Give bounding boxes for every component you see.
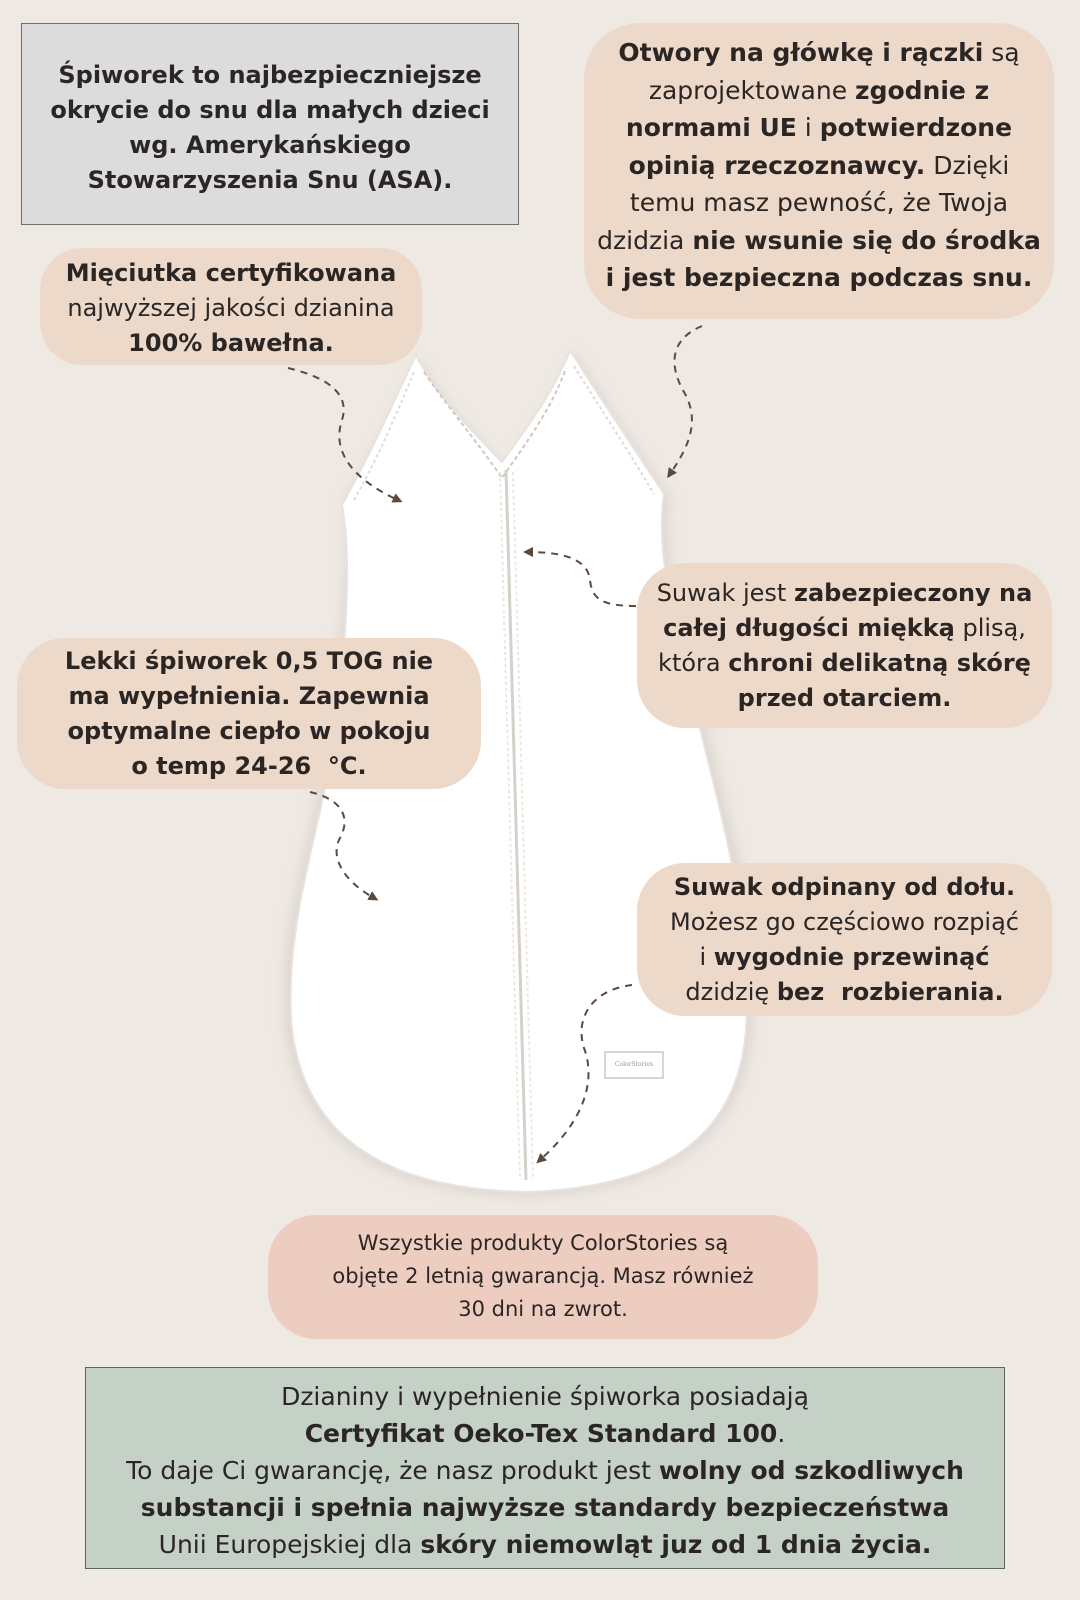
bottom-l1-bold: Suwak odpinany od dołu. — [673, 873, 1016, 901]
holes-l3: i — [796, 113, 820, 142]
holes-l6-bold: nie wsunie się do środka — [692, 225, 1041, 255]
zipper-protection-note — [637, 563, 1052, 728]
bottom-l4: dzidzię — [685, 978, 777, 1006]
asa-line-4: Stowarzyszenia Snu (ASA). — [87, 166, 453, 194]
tog-line-2: ma wypełnienia. Zapewnia — [68, 682, 430, 710]
holes-l2: zaprojektowane — [648, 75, 856, 105]
holes-l6: dzidzia — [597, 225, 693, 255]
asa-line-3: wg. Amerykańskiego — [129, 131, 411, 159]
bottom-zipper-note — [637, 863, 1052, 1016]
head-arm-holes-note — [584, 23, 1054, 319]
warranty-line-1: Wszystkie produkty ColorStories są — [357, 1231, 729, 1255]
zip-l4-bold: przed otarciem. — [737, 684, 952, 712]
asa-safety-note — [21, 23, 519, 225]
warranty-line-2: objęte 2 letnią gwarancją. Masz również — [332, 1264, 754, 1288]
oeko-l3-bold: wolny od szkodliwych — [658, 1456, 964, 1485]
warranty-line-3: 30 dni na zwrot. — [458, 1297, 628, 1321]
zip-l2-bold: całej długości miękką — [663, 614, 955, 642]
oeko-l2-bold: Certyfikat Oeko-Tex Standard 100 — [304, 1419, 778, 1448]
holes-l5: temu masz pewność, że Twoja — [629, 188, 1009, 217]
zip-l2: plisą, — [954, 614, 1026, 642]
holes-l4: Dzięki — [925, 150, 1010, 180]
zip-l1: Suwak jest — [656, 579, 794, 607]
arrow-holes — [670, 326, 702, 474]
cotton-line-2: najwyższej jakości dzianina — [67, 294, 395, 322]
tog-line-3: optymalne ciepło w pokoju — [67, 717, 431, 745]
asa-line-2: okrycie do snu dla małych dzieci — [50, 96, 490, 124]
oeko-tex-certificate-note — [85, 1367, 1005, 1569]
cotton-line-1: Mięciutka certyfikowana — [65, 259, 397, 287]
holes-l4-bold: opinią rzeczoznawcy. — [628, 150, 926, 180]
asa-line-1: Śpiworek to najbezpieczniejsze — [58, 61, 482, 89]
oeko-l1: Dzianiny i wypełnienie śpiworka posiadają — [281, 1382, 809, 1411]
bottom-l3-bold: wygodnie przewinąć — [713, 943, 990, 971]
holes-l3-bold-1: normami UE — [625, 113, 797, 142]
zip-l3-bold: chroni delikatną skórę — [728, 649, 1031, 677]
brand-label-text: ColorStories — [614, 1061, 654, 1068]
bottom-l3: i — [699, 943, 714, 971]
bottom-l4-bold: bez rozbierania. — [776, 978, 1004, 1006]
holes-l3-bold-2: potwierdzone — [819, 113, 1013, 142]
oeko-l2: . — [777, 1419, 786, 1448]
oeko-l3: To daje Ci gwarancję, że nasz produkt jest — [126, 1456, 659, 1485]
zip-l3: która — [658, 649, 729, 677]
holes-l2-bold: zgodnie z — [855, 75, 990, 105]
oeko-l4-bold: substancji i spełnia najwyższe standardy bezpieczeństwa — [140, 1493, 950, 1522]
warranty-note — [268, 1215, 818, 1339]
tog-line-1: Lekki śpiworek 0,5 TOG nie — [64, 647, 434, 675]
tog-rating-note — [17, 638, 481, 789]
cotton-line-3: 100% bawełna. — [128, 329, 334, 357]
oeko-l5: Unii Europejskiej dla — [158, 1530, 421, 1559]
oeko-l5-bold: skóry niemowląt juz od 1 dnia życia. — [420, 1530, 932, 1559]
cotton-fabric-note — [40, 248, 422, 365]
tog-line-4: o temp 24-26 °C. — [131, 752, 367, 780]
holes-l1-bold: Otwory na główkę i rączki — [618, 38, 984, 67]
holes-l1: są — [983, 38, 1020, 67]
holes-l7-bold: i jest bezpieczna podczas snu. — [605, 263, 1033, 292]
bottom-l2: Możesz go częściowo rozpiąć — [669, 908, 1019, 936]
zip-l1-bold: zabezpieczony na — [793, 579, 1033, 607]
